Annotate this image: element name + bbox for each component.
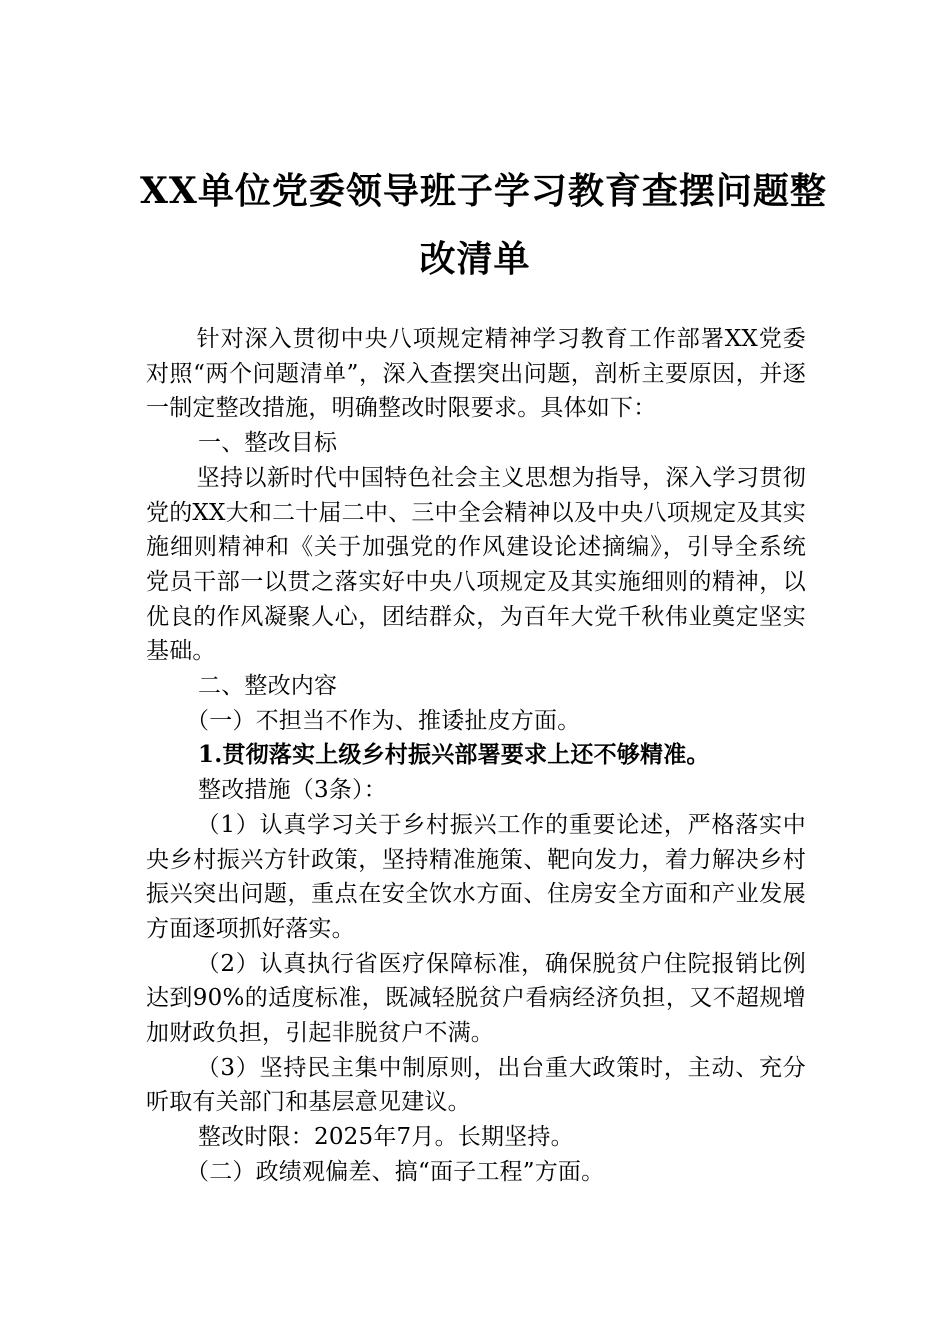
section-heading-content: 二、整改内容 [198, 673, 338, 700]
intro-paragraph: 针对深入贯彻中央八项规定精神学习教育工作部署XX党委对照“两个问题清单”，深入查摆突出问题，剖析主要原因，并逐一制定整改措施，明确整改时限要求。具体如下： [146, 326, 806, 422]
deadline: 整改时限：2025年7月。长期坚持。 [198, 1124, 574, 1151]
item-heading-1: 1.贯彻落实上级乡村振兴部署要求上还不够精准。 [198, 741, 710, 769]
measure-2: （2）认真执行省医疗保障标准，确保脱贫户住院报销比例达到90%的适度标准，既减轻脱贫户看病经济负担，又不超规增加财政负担，引起非脱贫户不满。 [146, 950, 806, 1047]
subsection-heading-2: （二）政绩观偏差、搞“面子工程”方面。 [186, 1158, 605, 1185]
measure-3: （3）坚持民主集中制原则，出台重大政策时，主动、充分听取有关部门和基层意见建议。 [146, 1054, 806, 1116]
document-title-line-1: XX单位党委领导班子学习教育查摆问题整 [140, 170, 827, 212]
measures-label: 整改措施（3条）： [198, 777, 387, 804]
subsection-heading-1: （一）不担当不作为、推诿扯皮方面。 [186, 707, 581, 734]
document-body [146, 322, 806, 1190]
goals-paragraph: 坚持以新时代中国特色社会主义思想为指导，深入学习贯彻党的XX大和二十届二中、三中全会精神以及中央八项规定及其实施细则精神和《关于加强党的作风建设论述摘编》，引导全系统党员干部一以贯之落实好中央八项规定及其实施细则的精神，以优良的作风凝聚人心，团结群众，为百年大党千秋伟业奠定坚实基础。 [146, 464, 806, 665]
document-title-line-2: 改清单 [419, 238, 531, 280]
section-heading-goals: 一、整改目标 [198, 430, 338, 457]
measure-1: （1）认真学习关于乡村振兴工作的重要论述，严格落实中央乡村振兴方针政策，坚持精准施策、靶向发力，着力解决乡村振兴突出问题，重点在安全饮水方面、住房安全方面和产业发展方面逐项抓好落实。 [146, 811, 806, 942]
